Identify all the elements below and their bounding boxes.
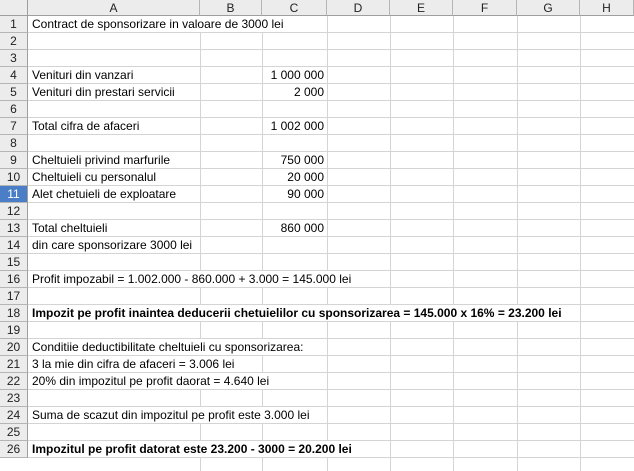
cell-a5[interactable]: Venituri din prestari servicii: [29, 84, 175, 100]
row-header-18[interactable]: 18: [0, 305, 28, 322]
cell-a7[interactable]: Total cifra de afaceri: [29, 118, 139, 134]
cell-c7[interactable]: 1 002 000: [270, 119, 324, 133]
row-header-21[interactable]: 21: [0, 356, 28, 373]
row-header-13[interactable]: 13: [0, 220, 28, 237]
cell-a13[interactable]: Total cheltuieli: [29, 220, 107, 236]
cell-c13[interactable]: 860 000: [280, 221, 324, 235]
table-row: [28, 254, 634, 271]
cell-a24[interactable]: Suma de scazut din impozitul pe profit este 3.000 lei: [29, 407, 310, 423]
row-header-6[interactable]: 6: [0, 101, 28, 118]
column-header-a[interactable]: A: [28, 0, 200, 16]
row-header-10[interactable]: 10: [0, 169, 28, 186]
column-header-d[interactable]: D: [327, 0, 390, 16]
column-header-h[interactable]: H: [580, 0, 634, 16]
cell-a1[interactable]: Contract de sponsorizare in valoare de 3000 lei: [29, 16, 283, 32]
cell-a4[interactable]: Venituri din vanzari: [29, 67, 133, 83]
row-header-7[interactable]: 7: [0, 118, 28, 135]
row-header-16[interactable]: 16: [0, 271, 28, 288]
column-header-g[interactable]: G: [517, 0, 580, 16]
column-header-f[interactable]: F: [453, 0, 517, 16]
column-header-e[interactable]: E: [390, 0, 453, 16]
table-row: [28, 424, 634, 441]
cell-a14[interactable]: din care sponsorizare 3000 lei: [29, 237, 192, 253]
table-row: [28, 390, 634, 407]
row-header-25[interactable]: 25: [0, 424, 28, 441]
row-header-8[interactable]: 8: [0, 135, 28, 152]
table-row: [28, 50, 634, 67]
cell-c5[interactable]: 2 000: [293, 85, 324, 99]
row-header-24[interactable]: 24: [0, 407, 28, 424]
row-header-1[interactable]: 1: [0, 16, 28, 33]
cell-c9[interactable]: 750 000: [280, 153, 324, 167]
table-row: [28, 288, 634, 305]
row-header-11[interactable]: 11: [0, 186, 28, 203]
cell-a9[interactable]: Cheltuieli privind marfurile: [29, 152, 170, 168]
cell-a16[interactable]: Profit impozabil = 1.002.000 - 860.000 + 3.000 = 145.000 lei: [29, 271, 351, 287]
row-header-17[interactable]: 17: [0, 288, 28, 305]
column-header-c[interactable]: C: [262, 0, 327, 16]
cell-a26[interactable]: Impozitul pe profit datorat este 23.200 - 3000 = 20.200 lei: [29, 441, 352, 457]
row-header-3[interactable]: 3: [0, 50, 28, 67]
table-row: [28, 322, 634, 339]
select-all-corner[interactable]: [0, 0, 28, 16]
row-header-19[interactable]: 19: [0, 322, 28, 339]
cell-c4[interactable]: 1 000 000: [270, 68, 324, 82]
row-header-14[interactable]: 14: [0, 237, 28, 254]
cell-c10[interactable]: 20 000: [287, 170, 324, 184]
cell-a22[interactable]: 20% din impozitul pe profit daorat = 4.640 lei: [29, 373, 269, 389]
cell-a20[interactable]: Conditiie deductibilitate cheltuieli cu sponsorizarea:: [29, 339, 304, 355]
table-row: [28, 135, 634, 152]
row-header-22[interactable]: 22: [0, 373, 28, 390]
table-row: [28, 203, 634, 220]
row-header-23[interactable]: 23: [0, 390, 28, 407]
row-header-15[interactable]: 15: [0, 254, 28, 271]
row-header-12[interactable]: 12: [0, 203, 28, 220]
column-header-b[interactable]: B: [200, 0, 262, 16]
table-row: [28, 101, 634, 118]
cell-a18[interactable]: Impozit pe profit inaintea deducerii chetuielilor cu sponsorizarea = 145.000 x 16% = 23.200 lei: [29, 305, 562, 321]
row-header-5[interactable]: 5: [0, 84, 28, 101]
cell-a10[interactable]: Cheltuieli cu personalul: [29, 169, 156, 185]
row-header-9[interactable]: 9: [0, 152, 28, 169]
row-header-2[interactable]: 2: [0, 33, 28, 50]
cell-c11[interactable]: 90 000: [287, 187, 324, 201]
row-header-4[interactable]: 4: [0, 67, 28, 84]
cell-a11[interactable]: Alet chetuieli de exploatare: [29, 186, 176, 202]
row-header-20[interactable]: 20: [0, 339, 28, 356]
table-row: [28, 33, 634, 50]
table-row: [28, 220, 634, 237]
row-header-26[interactable]: 26: [0, 441, 28, 458]
cell-a21[interactable]: 3 la mie din cifra de afaceri = 3.006 lei: [29, 356, 234, 372]
